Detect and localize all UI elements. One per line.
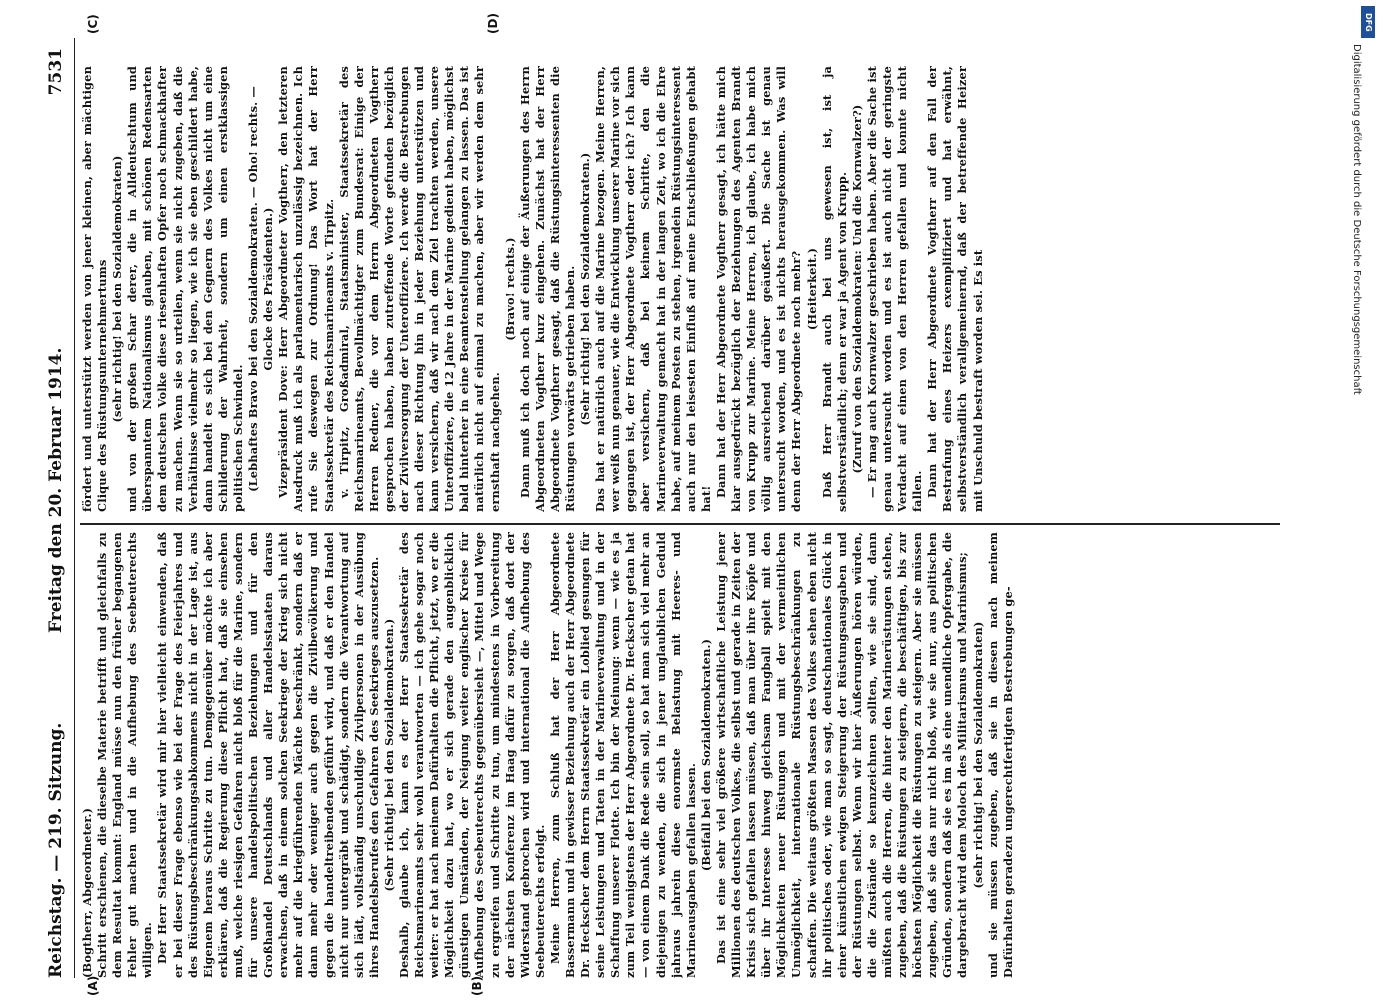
header-left: Reichstag. — 219. Sitzung. (46, 722, 66, 978)
interjection: (Beifall bei den Sozialdemokraten.) (698, 638, 713, 872)
paragraph: und von der großen Schar derer, die in Alldeutschtum und überspanntem Nationalismus glauben, mit schönen Redensarten dem deutschen Volke diese riesenhaften Opfer noch schmackhafter zu machen. Wenn sie so urteilen, wenn sie nicht zugeben, daß die Verhältnisse vielmehr so liegen, wie ich sie eben geschildert habe, dann handelt es sich bei den Gegnern des Volkes nicht um eine Schilderung der Wahrheit, sondern um einen erstklassigen politischen Schwindel. (125, 66, 245, 512)
interjection: (Lebhaftes Bravo bei den Sozialdemokraten. — Oho! rechts. — Glocke des Präsidenten.) (246, 86, 276, 492)
paragraph: Schritt erschienen, die dieselbe Materie betrifft und gleichfalls zu dem Resultat kommt: England müsse nun den früher begangenen Fehler gut machen und in die Aufhebung des Seebeuterechts willigen. (95, 532, 155, 978)
margin-marker-b: (B) (470, 975, 484, 996)
paragraph: Dann hat der Herr Abgeordnete Vogtherr gesagt, ich hätte mich klar ausgedrückt bezüglich der Beziehungen des Agenten Brandt von Krupp zur Marine. Meine Herren, ich glaube, ich habe mich völlig ausreichend darüber geäußert. Die Sache ist genau untersucht worden, und es ist nichts herausgekommen. Was will denn der Herr Abgeordnete noch mehr? (713, 66, 804, 512)
paragraph: Das hat er natürlich auch auf die Marine bezogen. Meine Herren, wer weiß nun genauer, wie die Entwicklung unserer Marine vor sich gegangen ist, der Herr Abgeordnete Vogtherr oder ich? Ich kann aber versichern, daß bei keinem Schritte, den die Marineverwaltung gemacht hat in der langen Zeit, wo ich die Ehre habe, auf meinem Posten zu stehen, irgendein Rüstungsinteressent auch nur den leisesten Einfluß auf meine Entschließungen gehabt hat! (593, 66, 713, 512)
paragraph: Deshalb, glaube ich, kann es der Herr Staatssekretär des Reichsmarineamts sehr wohl verantworten — ich gehe sogar noch weiter: er hat nach meinem Dafürhalten die Pflicht, jetzt, wo er die Möglichkeit dazu hat, wo er sich gerade den augenblicklich günstigen Umständen, der Neigung weiter englischer Kreise für Aufhebung des Seebeuterechts gegenübersieht —, Mittel und Wege zu ergreifen und Schritte zu tun, um mindestens in Vorbereitung der nächsten Konferenz im Haag dafür zu sorgen, daß dort der Widerstand gebrochen wird und international die Aufhebung des Seebeuterechts erfolgt. (396, 532, 547, 978)
paragraph: Dann hat der Herr Abgeordnete Vogtherr auf den Fall der Bestrafung eines Heizers exemplifiziert und hat erwähnt, selbstverständlich verallgemeinernd, daß der betreffende Heizer mit Unschuld bestraft worden sei. Es ist (925, 66, 985, 512)
interjection: (sehr richtig! bei den Sozialdemokraten) (110, 155, 125, 423)
margin-marker-c: (C) (86, 14, 100, 34)
paragraph: Meine Herren, zum Schluß hat der Herr Abgeordnete Bassermann und in gewisser Beziehung auch der Herr Abgeordnete Dr. Heckscher dem Herrn Staatssekretär ein Loblied gesungen für seine Leistungen und Taten in der Marineverwaltung und in der Schaffung unserer Flotte. Ich bin der Meinung: wenn — wie es ja zum Teil wenigstens der Herr Abgeordnete Dr. Heckscher getan hat — von einem Dank die Rede sein soll, so hat man sich viel mehr an diejenigen zu wenden, die sich in jener unglaublichen Geduld jahraus jahrein diese enormste Belastung mit Heeres- und Marineausgaben gefallen lassen. (547, 532, 698, 978)
page-header (44, 38, 75, 978)
right-column (80, 66, 1290, 512)
paragraph: (Bogtherr, Abgeordneter.) (80, 807, 94, 978)
paragraph: Das ist eine sehr viel größere wirtschaftliche Leistung jener Millionen des deutschen Volkes, die selbst und gerade in Zeiten der Krisis sich gefallen lassen müssen, daß man über ihre Köpfe und über ihr Interesse hinweg gleichsam Fangball spielt mit den Möglichkeiten neuer Rüstungen und mit der vermeintlichen Unmöglichkeit, internationale Rüstungsbeschränkungen zu schaffen. Die weitaus größten Massen des Volkes sehen eben nicht ihr politisches oder, wie man so sagt, deutschnationales Glück in einer künstlichen ewigen Steigerung der Rüstungsausgaben und der Rüstungen selbst. Wenn wir hier Äußerungen hören würden, die die Zustände so kennzeichnen sollten, wie sie sind, dann müßten auch die Herren, die hinter den Marinerüstungen stehen, zugeben, daß die Rüstungen zu steigern, die beschäftigen, bis zur höchsten Möglichkeit die Rüstungen zu steigern. Aber sie müssen zugeben, daß sie das nur nicht bloß, wie sie nur, aus politischen Gründen, sondern daß sie es im als eine unendliche Opfergabe, die dargebracht wird dem Moloch des Militarismus und Marinismus; (713, 532, 970, 978)
digitization-note-text: Digitalisierung gefördert durch die Deutsche Forschungsgemeinschaft (1351, 44, 1362, 395)
interjection: (Sehr richtig! bei den Sozialdemokraten.) (578, 152, 593, 426)
header-date: Freitag den 20. Februar 1914. (46, 347, 66, 633)
paragraph: fördert und unterstützt werden von jener kleinen, aber mächtigen Clique des Rüstungsunternehmertums (80, 66, 110, 512)
margin-marker-a: (A) (86, 975, 100, 996)
left-column (80, 532, 1290, 978)
paragraph: — Er mag auch Kornwalzer geschrieben haben. Aber die Sache ist genau untersucht worden und es ist auch nicht der geringste Verdacht auf einen von den Herren gefallen und konnte nicht fallen. (864, 66, 925, 512)
interjection: (Heiterkeit.) (804, 247, 819, 331)
speaker-paragraph: Vizepräsident Dove: Herr Abgeordneter Vogtherr, den letzteren Ausdruck muß ich als parlamentarisch unzulässig bezeichnen. Ich rufe Sie deswegen zur Ordnung! Das Wort hat der Herr Staatssekretär des Reichsmarineamts v. Tirpitz. (276, 66, 336, 512)
interjection: (Zuruf von den Sozialdemokraten: Und die Kornwalzer?) (849, 104, 864, 474)
paragraph: Der Herr Staatssekretär wird mir hier vielleicht einwenden, daß er bei dieser Frage ebenso wie bei der Frage des Feierjahres und des Rüstungsbeschränkungsabkommens nicht in der Lage ist, aus Eigenem heraus Schritte zu tun. Demgegenüber möchte ich aber erklären, daß die Regierung diese Pflicht hat, daß sie einsehen muß, welche riesigen Gefahren nicht bloß für die Marine, sondern für unsere handelspolitischen Beziehungen und für den Großhandel Deutschlands und aller Handelsstaaten daraus erwachsen, daß in einem solchen Seekriege der Krieg sich nicht mehr auf die kriegführenden Mächte beschränkt, sondern daß er dann mehr oder weniger auch gegen die Zivilbevölkerung und gegen die handeltreibenden geführt wird, und daß er den Handel nicht nur untergräbt und schädigt, sondern die Verantwortung auf sich lädt, vollständig unschuldige Zivilpersonen in der Ausübung ihres Handelsberufes den Gefahren des Seekrieges auszusetzen. (155, 532, 381, 978)
digitization-note (1351, 0, 1377, 1000)
dfg-logo: DFG (1361, 6, 1375, 38)
paragraph: und sie müssen zugeben, daß sie in diesen nach meinem Dafürhalten geradezu ungerechtfertigten Bestrebungen ge- (985, 532, 1015, 978)
margin-marker-d: (D) (486, 13, 500, 34)
interjection: (Bravo! rechts.) (502, 237, 517, 341)
interjection: (Sehr richtig! bei den Sozialdemokraten.) (381, 618, 396, 892)
paragraph: Dann muß ich doch noch auf einige der Äußerungen des Herrn Abgeordneten Vogtherr kurz eingehen. Zunächst hat der Herr Abgeordnete Vogtherr gesagt, daß die Rüstungsinteressenten die Rüstungen vorwärts getrieben haben. (517, 66, 577, 512)
interjection: (sehr richtig! bei den Sozialdemokraten) (970, 621, 985, 889)
column-divider (80, 523, 1280, 525)
paragraph: Daß Herr Brandt auch bei uns gewesen ist, ist ja selbstverständlich; denn er war ja Agent von Krupp. (819, 66, 849, 512)
page-number: 7531 (46, 48, 66, 96)
speaker-paragraph: v. Tirpitz, Großadmiral, Staatsminister, Staatssekretär des Reichsmarineamts, Bevollmächtigter zum Bundesrat: Einige der Herren Redner, die vor dem Herrn Abgeordneten Vogtherr gesprochen haben, haben zutreffende Worte gefunden bezüglich der Zivilversorgung der Unteroffiziere. Ich werde die Bestrebungen nach dieser Richtung hin in jeder Beziehung unterstützen und kann versichern, daß wir nach dem Ziel trachten werden, unsere Unteroffiziere, die 12 Jahre in der Marine gedient haben, möglichst bald hinterher in eine Beamtenstellung gelangen zu lassen. Das ist natürlich nicht auf einmal zu machen, aber wir werden dem sehr ernsthaft nachgehen. (336, 66, 502, 512)
